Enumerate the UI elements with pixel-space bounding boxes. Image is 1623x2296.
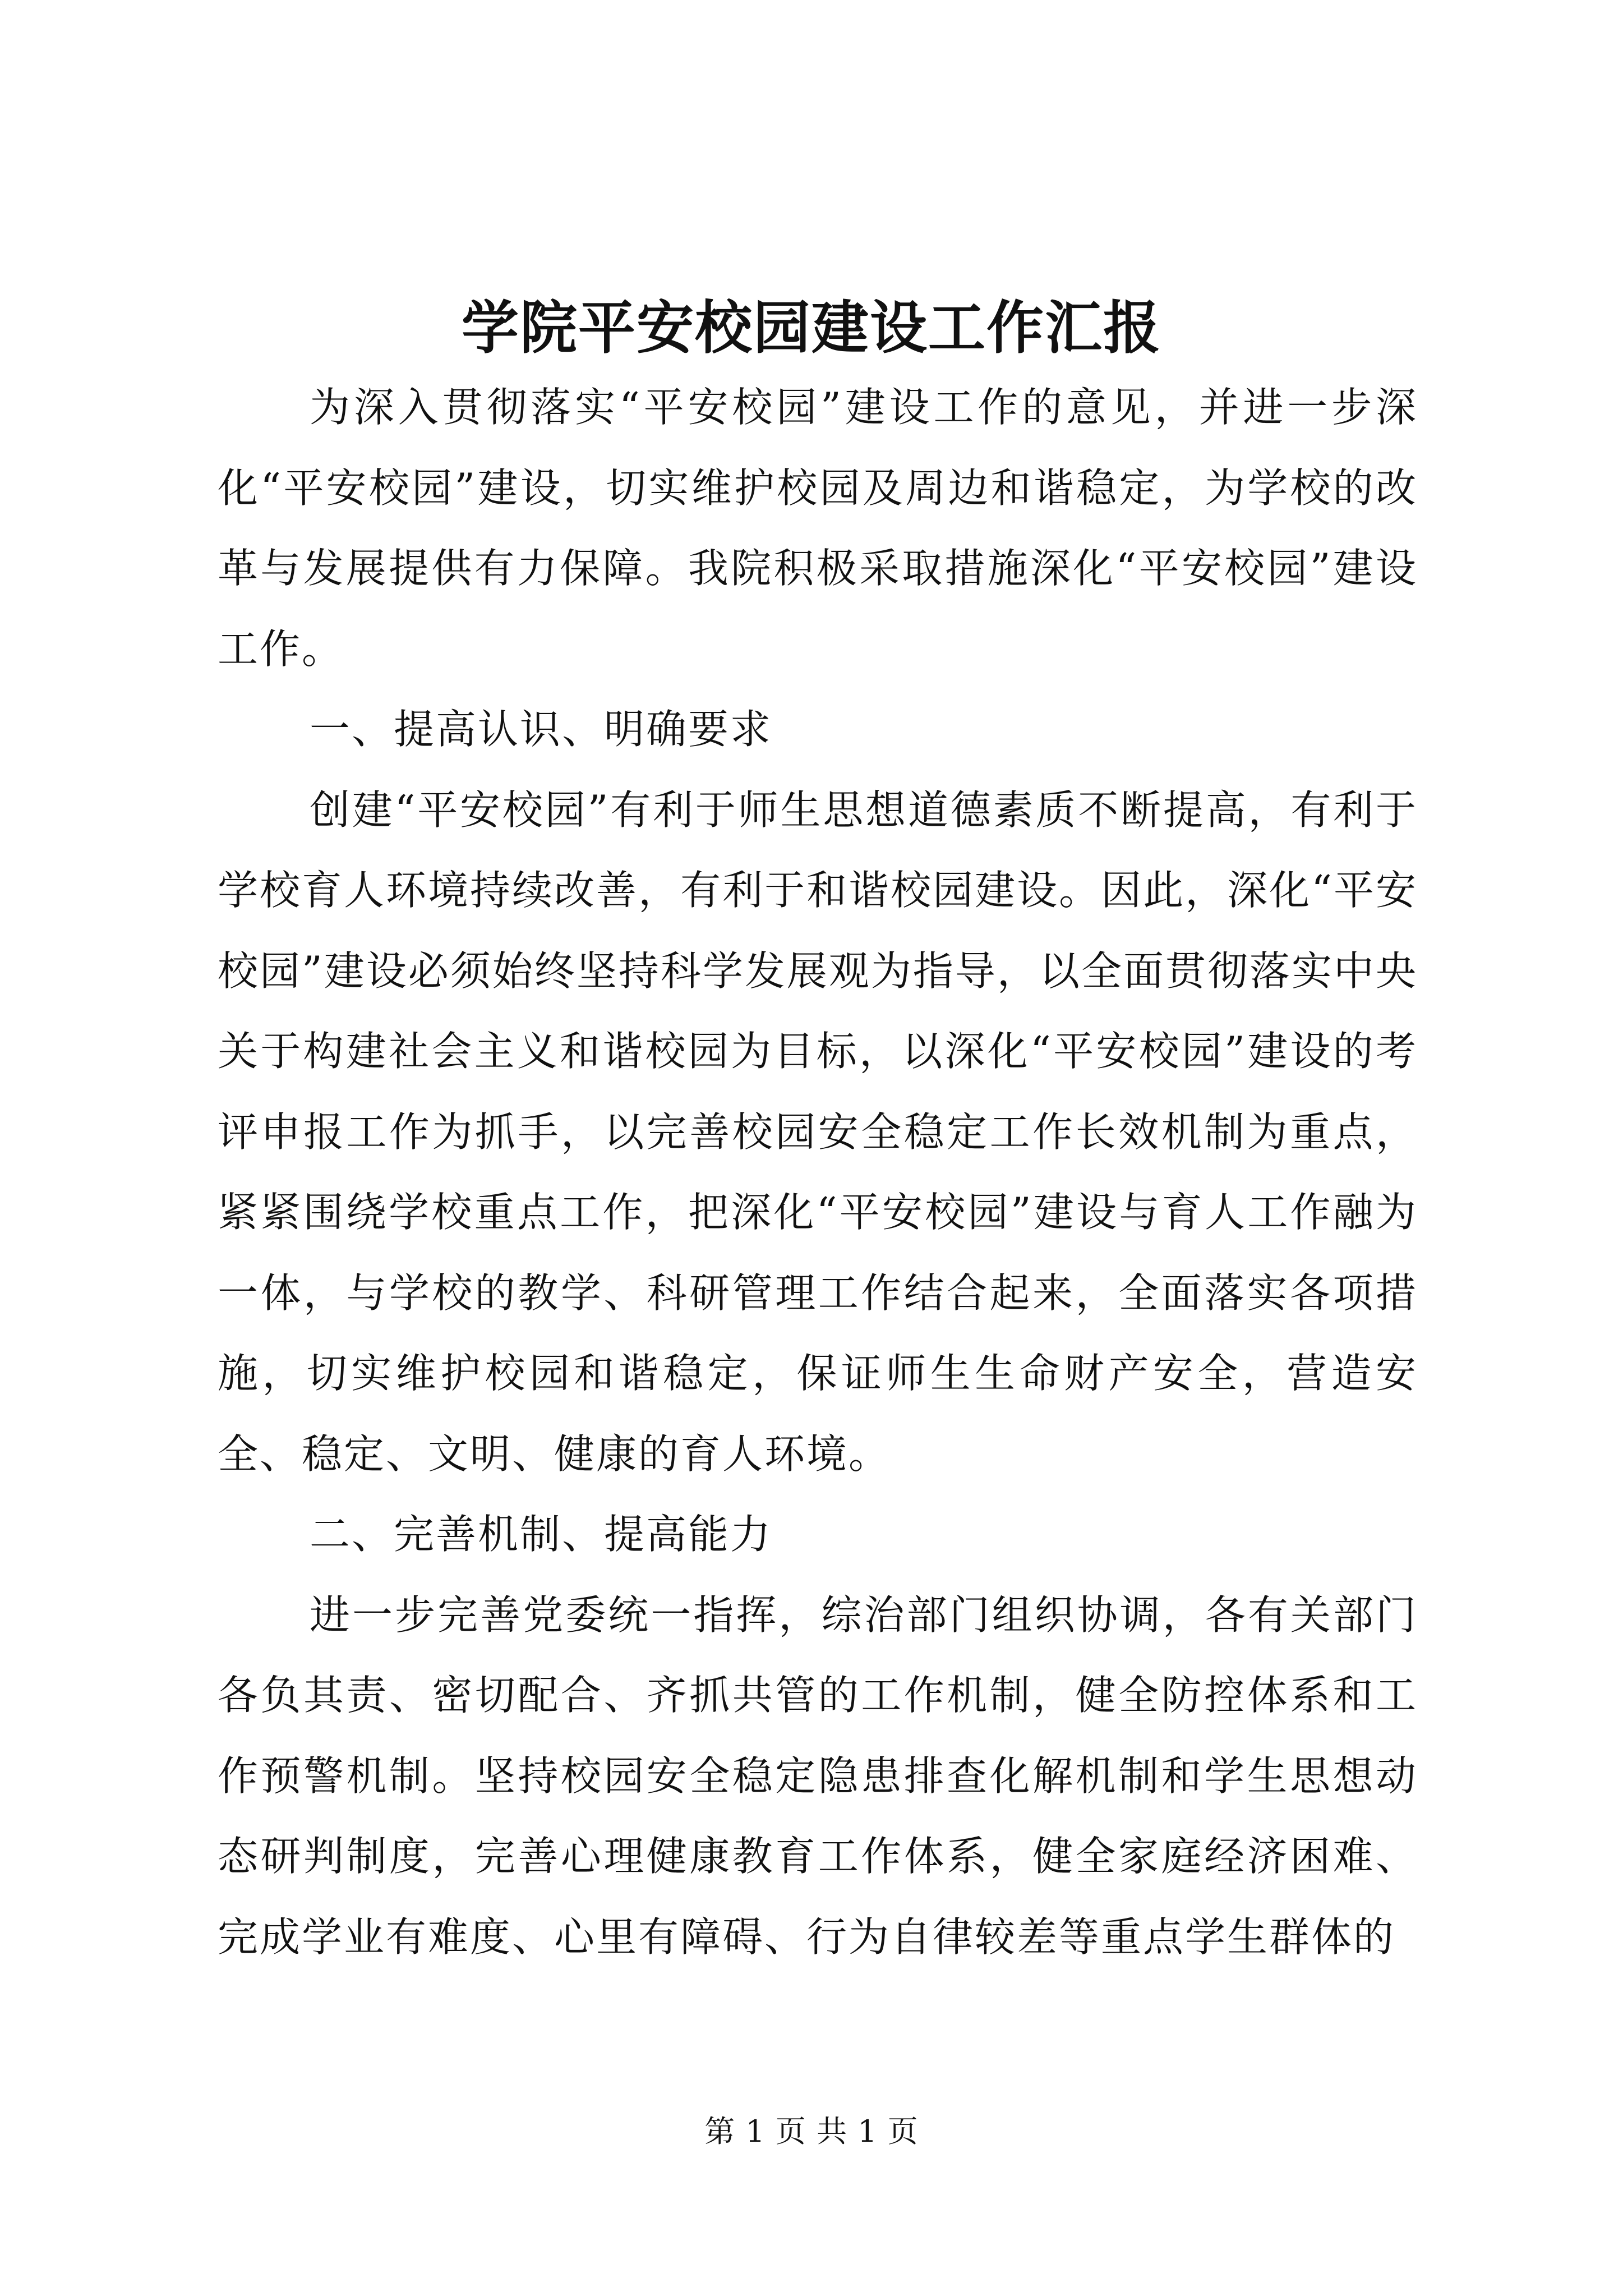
paragraph-section-2: 进一步完善党委统一指挥，综治部门组织协调，各有关部门各负其责、密切配合、齐抓共管的工作机制，健全防控体系和工作预警机制。坚持校园安全稳定隐患排查化解机制和学生思想动态研判制度，完善心理健康教育工作体系，健全家庭经济困难、完成学业有难度、心里有障碍、行为自律较差等重点学生群体的: [218, 1591, 1418, 1961]
document-title: 学院平安校园建设工作汇报: [462, 295, 1161, 362]
paragraph-section-1: 创建“平安校园”有利于师生思想道德素质不断提高，有利于学校育人环境持续改善，有利于和谐校园建设。因此，深化“平安校园”建设必须始终坚持科学发展观为指导，以全面贯彻落实中央关于构建社会主义和谐校园为目标，以深化“平安校园”建设的考评申报工作为抓手，以完善校园安全稳定工作长效机制为重点，紧紧围绕学校重点工作，把深化“平安校园”建设与育人工作融为一体，与学校的教学、科研管理工作结合起来，全面落实各项措施，切实维护校园和谐稳定，保证师生生命财产安全，营造安全、稳定、文明、健康的育人环境。: [218, 786, 1418, 1478]
section-heading-2: 二、完善机制、提高能力: [310, 1511, 773, 1558]
section-heading-1: 一、提高认识、明确要求: [310, 706, 773, 753]
page-number-footer: 第 1 页 共 1 页: [704, 2114, 919, 2149]
paragraph-intro: 为深入贯彻落实“平安校园”建设工作的意见，并进一步深化“平安校园”建设，切实维护校园及周边和谐稳定，为学校的改革与发展提供有力保障。我院积极采取措施深化“平安校园”建设工作。: [218, 384, 1418, 673]
document-body: [218, 367, 1418, 1977]
